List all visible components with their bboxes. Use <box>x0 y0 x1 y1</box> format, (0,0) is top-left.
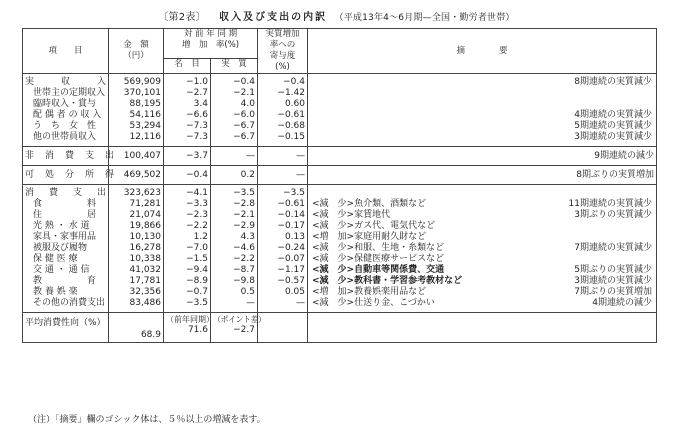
consumption-contribution: −3.5 −0.61 −0.14 −0.17 0.13 −0.24 −0.07 −1.17 −0.57 0.05 — <box>277 188 305 308</box>
income-amounts: 569,909 370,101 88,195 54,116 53,294 12,116 <box>123 77 161 142</box>
propensity-prev-value: 71.6 <box>187 325 208 335</box>
header-change: 対 前 年 同 期 増 加 率(%) <box>164 29 258 59</box>
header-real: 実 質 <box>211 58 258 73</box>
propensity-prev-label: （前年同期） <box>166 315 214 324</box>
footnote: （注）「摘要」欄のゴシック体は、５％以上の増減を表す。 <box>28 415 266 425</box>
header-amount: 金 額 （円） <box>109 29 164 74</box>
header-contribution: 実質増加 率への 寄与度 (%) <box>258 29 308 74</box>
header-item: 項 目 <box>23 29 109 74</box>
income-expenditure-table <box>22 28 657 343</box>
consumption-nominal: −4.1 −3.3 −2.3 −2.2 1.2 −7.0 −1.5 −9.4 −8.9 −0.7 −3.5 <box>186 188 208 308</box>
income-contribution: −0.4 −1.42 0.60 −0.61 −0.68 −0.15 <box>277 77 305 142</box>
table-number: 〔第2表〕 <box>158 12 206 23</box>
consumption-labels: 消 費 支 出 食 料 住 居 光 熱 ・ 水 道 家具・家事用品 被服及び履物 保 健 医 療 交 通 ・ 通 信 教 育 教 養 娯 楽 その他の消費支出 <box>25 188 110 308</box>
non-consumption-row: 非 消 費 支 出 100,407 −3.7 — — 9期連続の減少 <box>23 147 657 166</box>
header-summary: 摘 要 <box>308 29 657 74</box>
disposable-income-row: 可 処 分 所 得 469,502 −0.4 0.2 — 8期ぶりの実質増加 <box>23 166 657 185</box>
consumption-summary: <減 少>魚介類、酒類など 11期連続の実質減少 <減 少>家賃地代 3期ぶりの実質減少 <減 少>ガス代、電気代など <増 加>家庭用耐久財など <減 少>和服、生地・糸類など 7期連続の実質減少 <減 少>保健医療サービスなど <減 少>自動車等関係費、交通 5期ぶりの実質減少 <減 少>教科書・学習参考教材など 3期連続の実質減少 <増 加>教養娯楽用品など 7期ぶりの実質増加 <減 少>仕送り金、こづかい 4期連続の減少 <box>312 199 652 308</box>
table-title <box>0 8 673 23</box>
propensity-row: 平均消費性向（%） 68.9 （前年同期） 71.6 （ポイント差） −2.7 <box>23 313 657 343</box>
header-nominal: 名 目 <box>164 58 211 73</box>
table-subtitle: （平成13年4～6月期—全国・勤労者世帯） <box>334 13 515 23</box>
income-nominal: −1.0 −2.7 3.4 −6.6 −7.3 −7.3 <box>186 77 208 142</box>
income-real: −0.4 −2.1 4.0 −6.0 −6.7 −6.7 <box>233 77 255 142</box>
propensity-diff-label: （ポイント差） <box>213 315 266 324</box>
income-summary: 8期連続の実質減少 4期連続の実質減少 5期連続の実質減少 3期連続の実質減少 <box>574 77 652 142</box>
table-main-title: 収入及び支出の内訳 <box>219 12 328 23</box>
consumption-real: −3.5 −2.8 −2.1 −2.9 4.3 −4.6 −2.2 −8.7 −9.8 0.5 — <box>233 188 255 308</box>
consumption-section <box>23 185 657 313</box>
income-labels: 実 収 入 世帯主の定期収入 臨時収入・賞与 配 偶 者 の 収 入 う ち 女 性 他の世帯員収入 <box>25 77 110 142</box>
consumption-amounts: 323,623 71,281 21,074 19,866 10,130 16,278 10,338 41,032 17,781 32,356 83,486 <box>123 188 161 308</box>
propensity-diff-value: −2.7 <box>233 325 255 335</box>
income-section <box>23 74 657 147</box>
